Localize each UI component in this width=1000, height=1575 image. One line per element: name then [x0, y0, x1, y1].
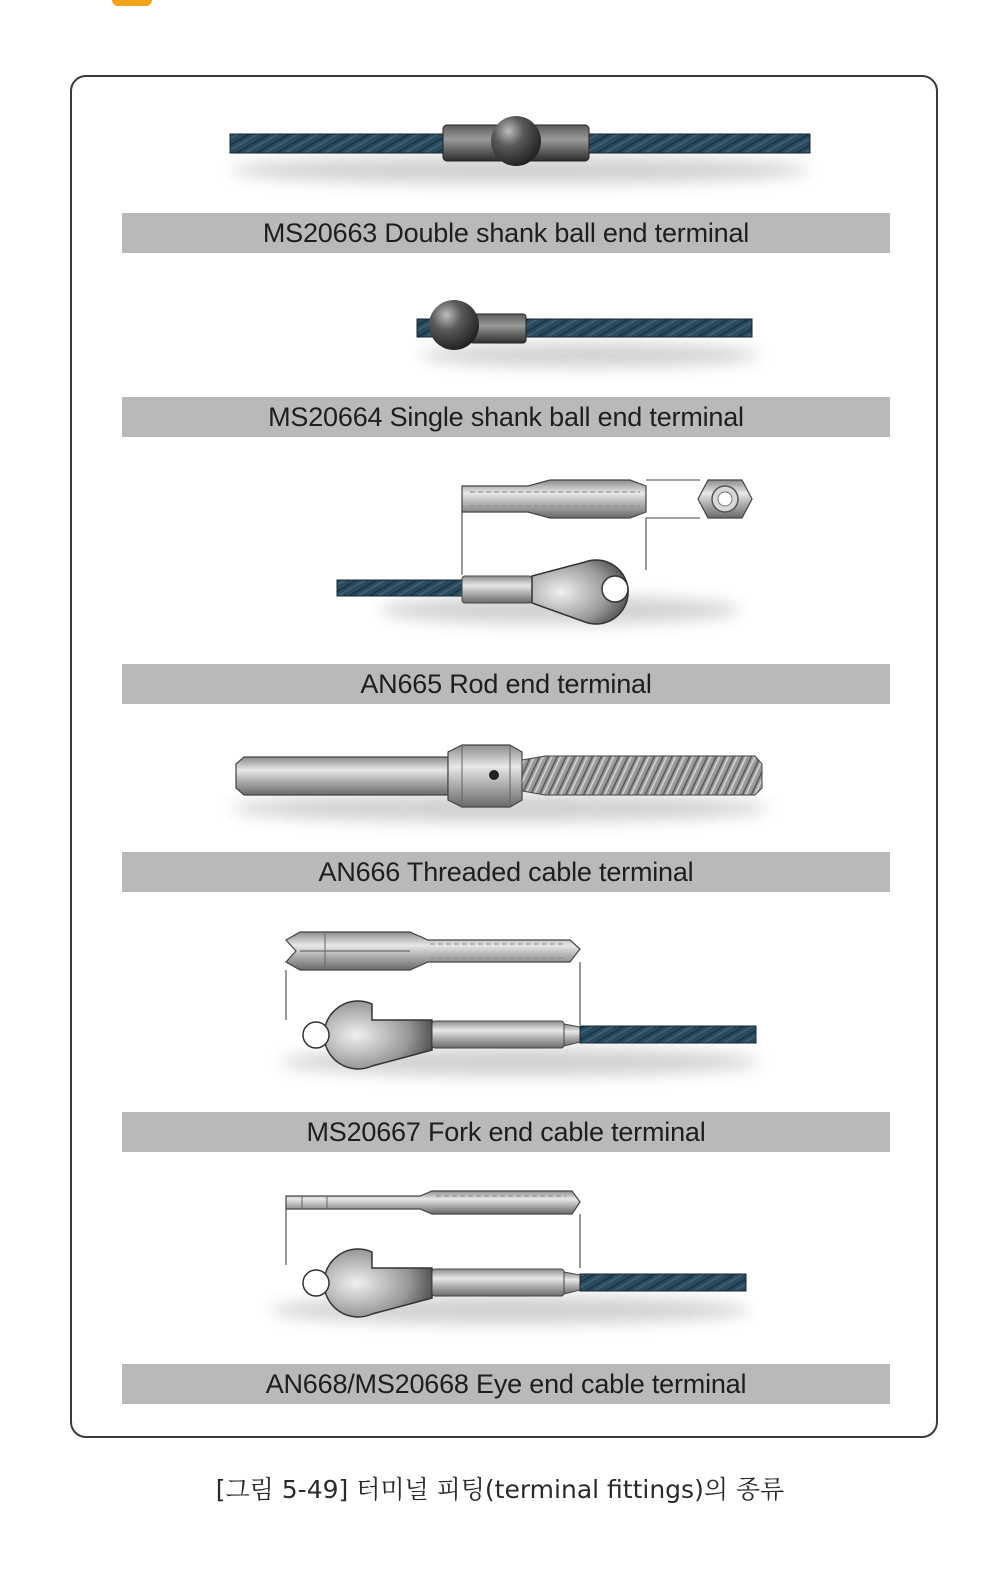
- an666-illustration: [230, 745, 770, 822]
- ms20667-label: MS20667 Fork end cable terminal: [122, 1112, 890, 1152]
- ms20663-label: MS20663 Double shank ball end terminal: [122, 213, 890, 253]
- an668-illustration: [270, 1191, 750, 1324]
- ms20663-illustration: [230, 116, 810, 184]
- an665-illustration: [337, 480, 752, 624]
- ms20667-illustration: [280, 932, 760, 1076]
- an666-label: AN666 Threaded cable terminal: [122, 852, 890, 892]
- an668-label: AN668/MS20668 Eye end cable terminal: [122, 1364, 890, 1404]
- ms20664-label: MS20664 Single shank ball end terminal: [122, 397, 890, 437]
- figure-caption: [그림 5-49] 터미널 피팅(terminal fittings)의 종류: [215, 1475, 785, 1504]
- an665-label: AN665 Rod end terminal: [122, 664, 890, 704]
- ms20664-illustration: [417, 300, 760, 367]
